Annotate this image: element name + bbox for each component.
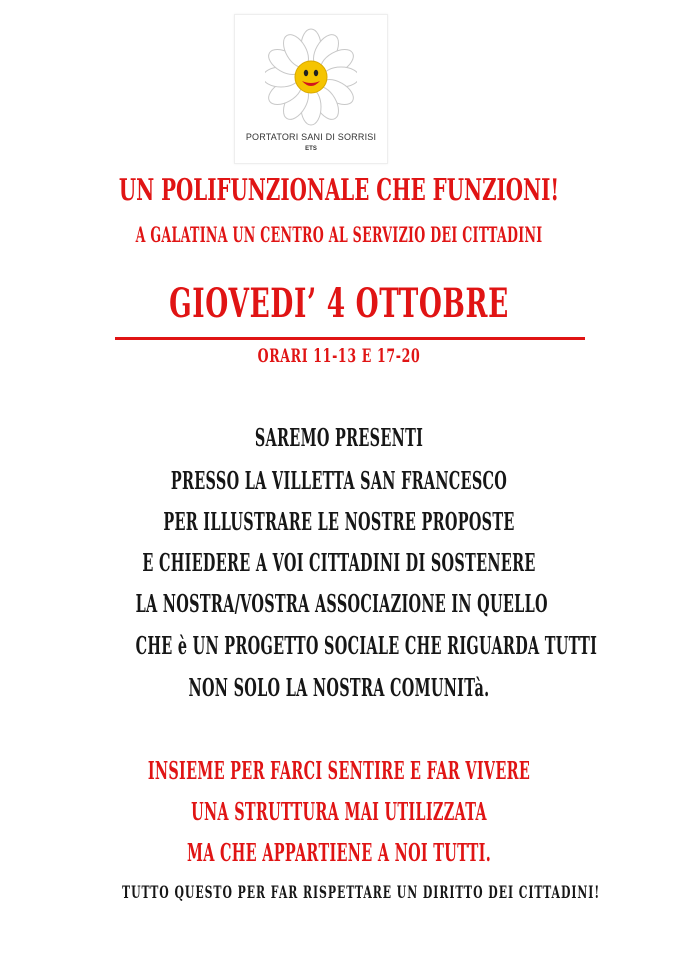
headline-subtitle: A GALATINA UN CENTRO AL SERVIZIO DEI CITTADINI xyxy=(135,222,543,247)
body-line: E CHIEDERE A VOI CITTADINI DI SOSTENERE xyxy=(142,548,536,577)
date-underline xyxy=(115,337,585,340)
body-line: LA NOSTRA/VOSTRA ASSOCIAZIONE IN QUELLO xyxy=(135,589,548,618)
event-date: GIOVEDI’ 4 OTTOBRE xyxy=(169,280,509,327)
logo-name: PORTATORI SANI DI SORRISI xyxy=(245,132,377,142)
body-line: PER ILLUSTRARE LE NOSTRE PROPOSTE xyxy=(163,507,515,536)
body-line: PRESSO LA VILLETTA SAN FRANCESCO xyxy=(170,466,508,495)
appeal-line: UNA STRUTTURA MAI UTILIZZATA xyxy=(191,797,487,826)
headline-title: UN POLIFUNZIONALE CHE FUNZIONI! xyxy=(118,173,560,208)
logo-subtitle: ETS xyxy=(305,146,317,152)
appeal-line: INSIEME PER FARCI SENTIRE E FAR VIVERE xyxy=(147,756,531,785)
body-line: CHE è UN PROGETTO SOCIALE CHE RIGUARDA TUTTI xyxy=(135,631,598,660)
appeal-line: MA CHE APPARTIENE A NOI TUTTI. xyxy=(186,838,492,867)
logo xyxy=(234,14,388,164)
smiling-daisy-icon xyxy=(265,23,357,127)
body-line: NON SOLO LA NOSTRA COMUNITà. xyxy=(188,673,490,702)
footer-text: TUTTO QUESTO PER FAR RISPETTARE UN DIRITTO DEI CITTADINI! xyxy=(122,883,601,903)
event-hours: ORARI 11-13 E 17-20 xyxy=(257,345,421,367)
body-line: SAREMO PRESENTI xyxy=(254,423,424,452)
